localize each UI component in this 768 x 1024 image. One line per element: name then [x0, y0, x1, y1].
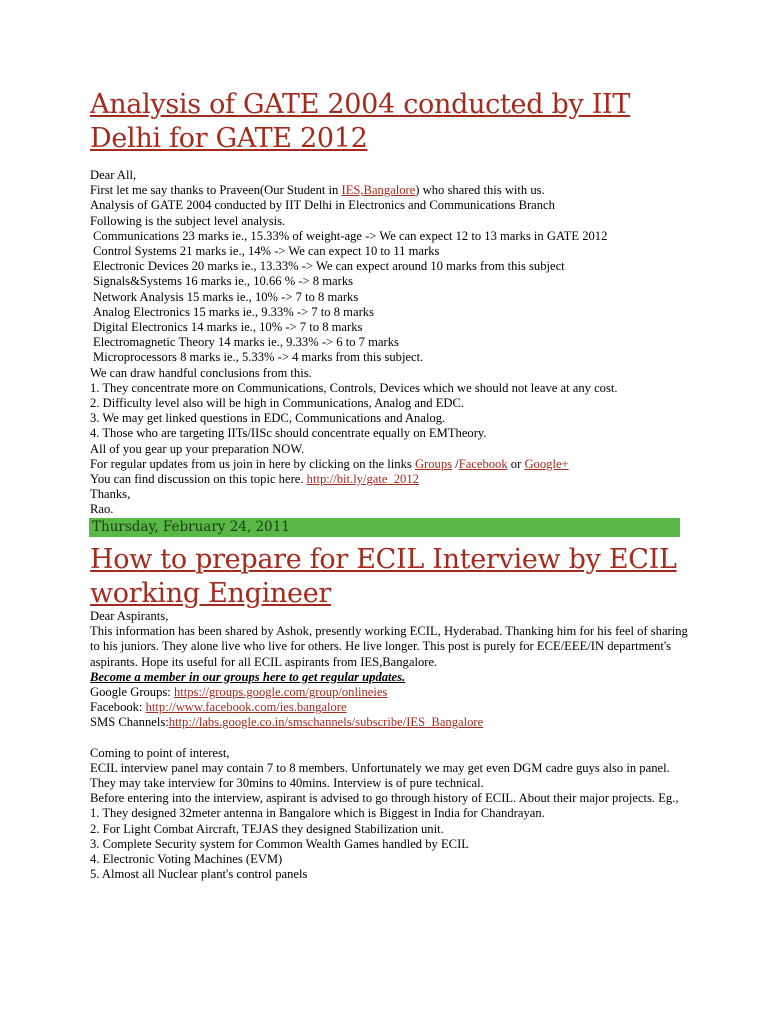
post-title-ecil[interactable]: How to prepare for ECIL Interview by ECIL working Engineer	[90, 544, 677, 609]
facebook-page-link[interactable]: http://www.facebook.com/ies.bangalore	[145, 700, 347, 715]
spacer	[90, 731, 690, 746]
thanks-line	[90, 183, 690, 198]
subject-line: Electronic Devices 20 marks ie., 13.33% -> We can expect around 10 marks from this subject	[93, 259, 565, 274]
or-text: or	[507, 456, 525, 471]
subject-line: Communications 23 marks ie., 15.33% of weight-age -> We can expect 12 to 13 marks in GATE 2012	[93, 228, 608, 243]
google-groups-link[interactable]: https://groups.google.com/group/onlineies	[173, 685, 388, 700]
project-item: 1. They designed 32meter antenna in Bangalore which is Biggest in India for Chandrayan.	[90, 806, 545, 821]
date-header: Thursday, February 24, 2011	[92, 519, 290, 535]
ies-bangalore-link[interactable]: IES,Bangalore	[341, 183, 416, 198]
history-paragraph: Before entering into the interview, aspirant is advised to go through history of ECIL. About their major projects. Eg.,	[90, 791, 679, 806]
discussion-link[interactable]: http://bit.ly/gate_2012	[306, 472, 419, 487]
post-body-gate	[90, 168, 690, 518]
intro-paragraph: This information has been shared by Ashok, presently working ECIL, Hyderabad. Thanking him for his feel of sharing to his juniors. They alone live who live for others. He live longer. This post is purely for ECE/EEE/IN department's aspirants. Hope its useful for all ECIL aspirants from IES,Bangalore.	[90, 624, 688, 669]
google-groups-label: Google Groups:	[90, 685, 174, 700]
sms-channel-link[interactable]: http://labs.google.co.in/smschannels/subscribe/IES_Bangalore	[168, 715, 484, 730]
gear-up-line: All of you gear up your preparation NOW.	[90, 441, 305, 456]
intro-line: Analysis of GATE 2004 conducted by IIT Delhi in Electronics and Communications Branch	[90, 198, 555, 213]
subject-line: Control Systems 21 marks ie., 14% -> We can expect 10 to 11 marks	[93, 244, 440, 259]
sms-label: SMS Channels:	[90, 715, 169, 730]
greeting: Dear All,	[90, 168, 137, 182]
conclusion-item: 4. Those who are targeting IITs/IISc should concentrate equally on EMTheory.	[90, 426, 487, 441]
post-title-gate[interactable]: Analysis of GATE 2004 conducted by IIT Delhi for GATE 2012	[90, 89, 631, 154]
conclusion-item: 2. Difficulty level also will be high in Communications, Analog and EDC.	[90, 396, 465, 411]
thanks-sign: Thanks,	[90, 487, 131, 502]
date-header-bar	[89, 518, 680, 537]
thanks-text: First let me say thanks to Praveen(Our Student in	[90, 183, 342, 198]
following-line: Following is the subject level analysis.	[90, 213, 286, 228]
google-plus-link[interactable]: Google+	[524, 456, 569, 471]
greeting: Dear Aspirants,	[90, 609, 169, 623]
facebook-line	[90, 700, 690, 715]
subject-line: Electromagnetic Theory 14 marks ie., 9.33% -> 6 to 7 marks	[93, 335, 399, 350]
updates-line	[90, 457, 690, 472]
facebook-label: Facebook:	[90, 700, 146, 715]
discussion-line	[90, 472, 690, 487]
sms-line	[90, 715, 690, 730]
thanks-text-end: ) who shared this with us.	[415, 183, 545, 198]
conclusions-intro: We can draw handful conclusions from this.	[90, 365, 312, 380]
project-item: 5. Almost all Nuclear plant's control panels	[90, 867, 308, 882]
subject-line: Signals&Systems 16 marks ie., 10.66 % -> 8 marks	[93, 274, 354, 289]
discussion-text: You can find discussion on this topic here.	[90, 472, 307, 487]
subject-line: Microprocessors 8 marks ie., 5.33% -> 4 marks from this subject.	[93, 350, 424, 365]
slash-text: /	[452, 456, 459, 471]
groups-link[interactable]: Groups	[414, 456, 453, 471]
google-groups-line	[90, 685, 690, 700]
panel-paragraph: ECIL interview panel may contain 7 to 8 members. Unfortunately we may get even DGM cadre guys also in panel. They may take interview for 30mins to 40mins. Interview is of pure technical.	[90, 760, 670, 791]
project-item: 4. Electronic Voting Machines (EVM)	[90, 852, 283, 867]
member-cta[interactable]: Become a member in our groups here to get regular updates.	[90, 669, 406, 684]
conclusion-item: 1. They concentrate more on Communications, Controls, Devices which we should not leave at any cost.	[90, 380, 618, 395]
project-item: 3. Complete Security system for Common Wealth Games handled by ECIL	[90, 836, 469, 851]
signature: Rao.	[90, 502, 114, 517]
subject-line: Analog Electronics 15 marks ie., 9.33% -> 7 to 8 marks	[93, 304, 374, 319]
facebook-link[interactable]: Facebook	[458, 456, 508, 471]
project-item: 2. For Light Combat Aircraft, TEJAS they designed Stabilization unit.	[90, 821, 444, 836]
subject-line: Network Analysis 15 marks ie., 10% -> 7 to 8 marks	[93, 289, 359, 304]
point-line: Coming to point of interest,	[90, 745, 230, 760]
post-body-ecil	[90, 609, 690, 882]
conclusion-item: 3. We may get linked questions in EDC, Communications and Analog.	[90, 411, 446, 426]
subject-line: Digital Electronics 14 marks ie., 10% -> 7 to 8 marks	[93, 320, 363, 335]
updates-text: For regular updates from us join in here by clicking on the links	[90, 456, 415, 471]
